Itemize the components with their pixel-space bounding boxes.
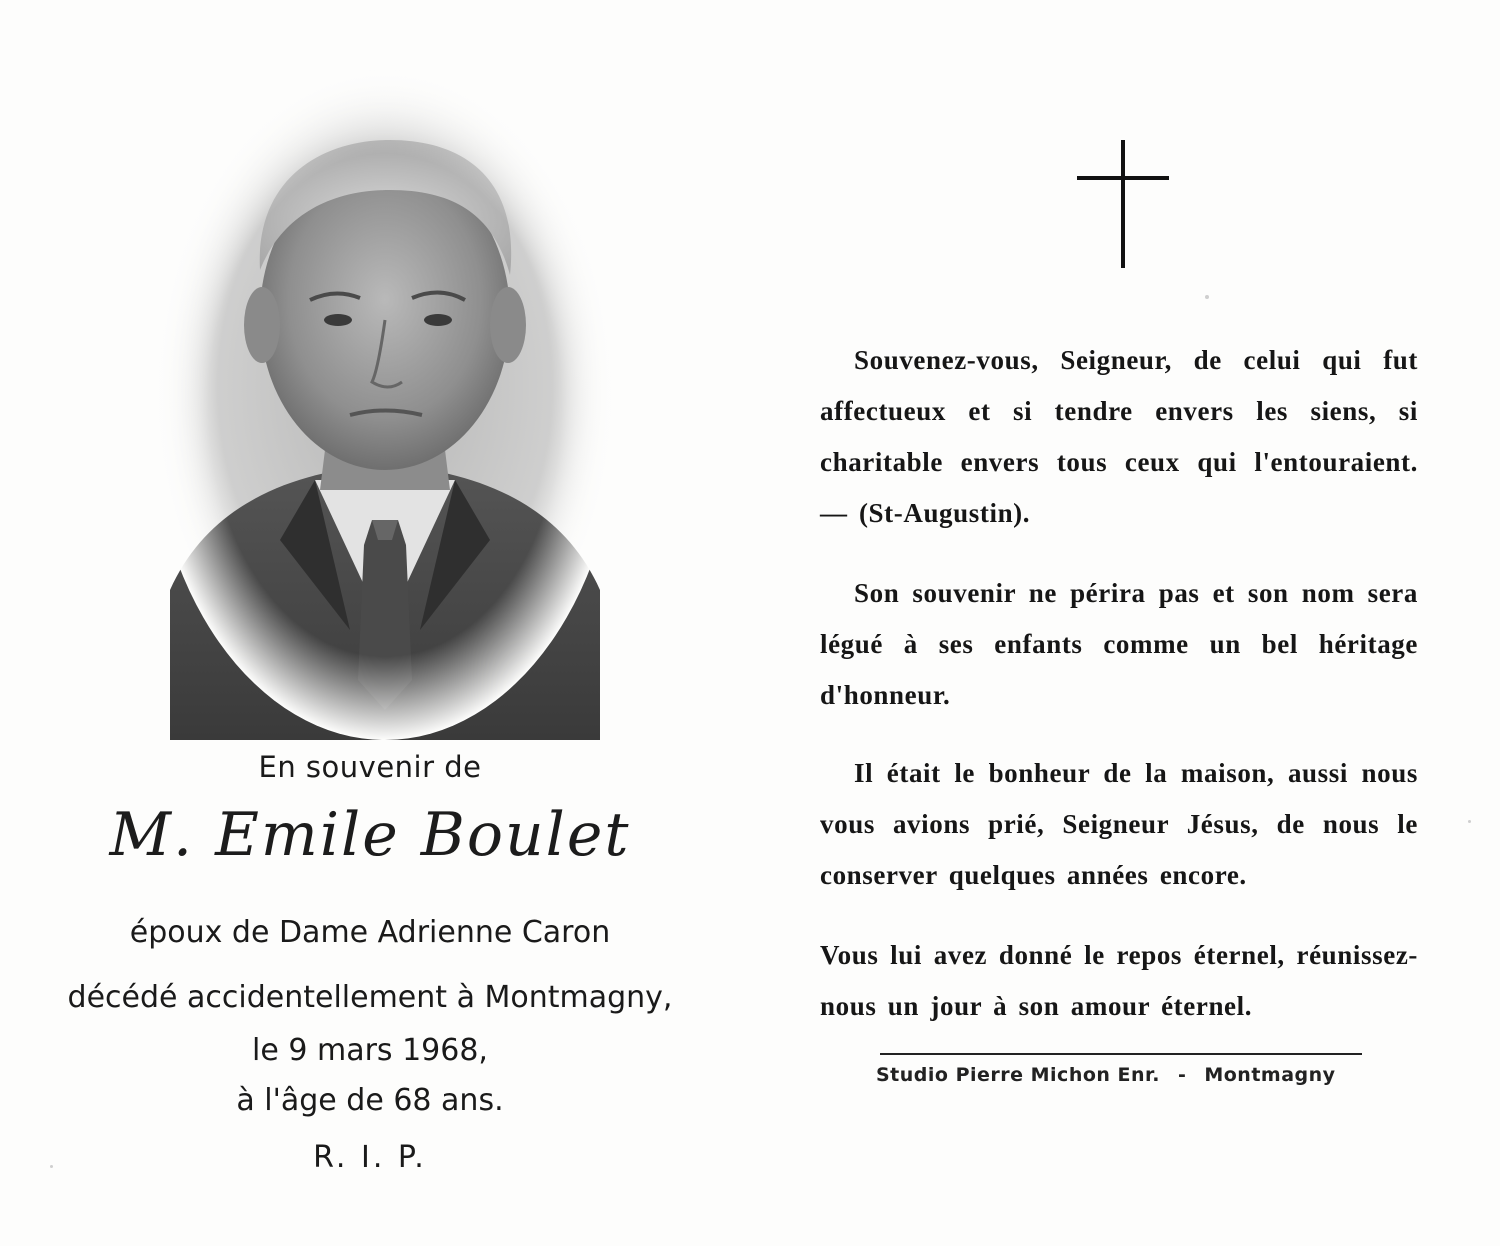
deceased-name: M. Emile Boulet (109, 800, 631, 870)
scan-speck (50, 1165, 53, 1168)
prayer-paragraph-3 (820, 748, 1418, 901)
prayer-text: Vous lui avez donné le repos éternel, réunissez-nous un jour à son amour éternel. (820, 940, 1418, 1021)
prayer-text: Il était le bonheur de la maison, aussi nous vous avions prié, Seigneur Jésus, de nous le conserver quelques années encore. (820, 758, 1418, 890)
scan-speck (1468, 820, 1471, 823)
studio-name: Studio Pierre Michon Enr. (876, 1064, 1160, 1086)
prayer-paragraph-2 (820, 568, 1418, 721)
divider-line (880, 1053, 1362, 1055)
rip-line: R. I. P. (313, 1140, 427, 1175)
death-date-line: le 9 mars 1968, (252, 1033, 488, 1068)
studio-separator: - (1177, 1064, 1187, 1086)
studio-credit (876, 1064, 1366, 1086)
death-place-line: décédé accidentellement à Montmagny, (67, 980, 673, 1015)
prayer-text: Souvenez-vous, Seigneur, de celui qui fut affectueux et si tendre envers les siens, si charitable envers tous ceux qui l'entouraient. — (St-Augustin). (820, 345, 1418, 528)
in-memory-of-label: En souvenir de (258, 750, 482, 784)
prayer-text: Son souvenir ne périra pas et son nom sera légué à ses enfants comme un bel héritage d'honneur. (820, 578, 1418, 710)
cross-icon (1073, 138, 1173, 270)
scan-speck (1205, 295, 1209, 299)
spouse-line: époux de Dame Adrienne Caron (129, 915, 611, 950)
prayer-paragraph-1 (820, 335, 1418, 539)
studio-town: Montmagny (1204, 1064, 1336, 1086)
age-line: à l'âge de 68 ans. (236, 1083, 504, 1118)
portrait-photo (150, 70, 620, 740)
prayer-paragraph-4 (820, 930, 1418, 1032)
